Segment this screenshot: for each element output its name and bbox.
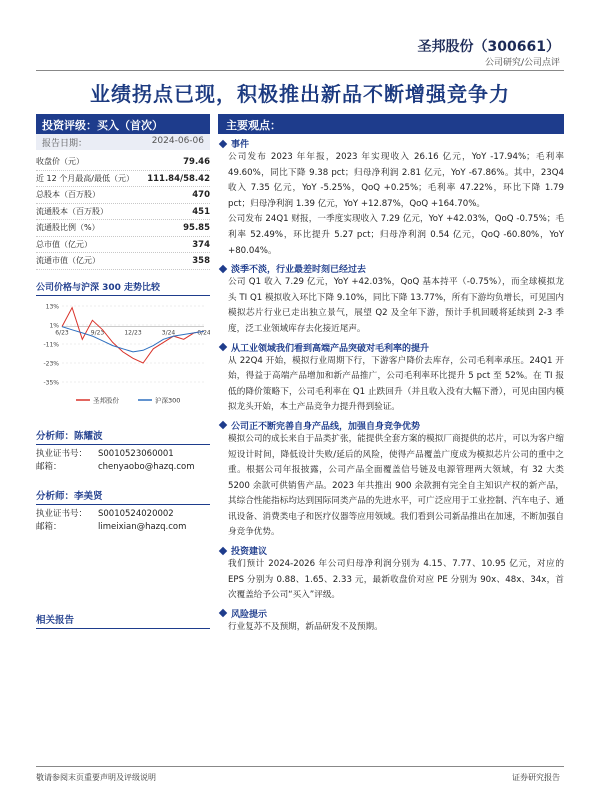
- cert-number: S0010524020002: [98, 508, 174, 519]
- left-column: [36, 114, 210, 534]
- email-label: 邮箱：: [36, 521, 62, 532]
- chart-title: 公司价格与沪深 300 走势比较: [36, 280, 210, 296]
- metric-label: 流通股本（百万股）: [36, 206, 108, 216]
- section-paragraph: 公司发布 2023 年年报，2023 年实现收入 26.16 亿元，YoY -17.94%；毛利率 49.60%，同比下降 9.38 pct；归母净利润 2.81 亿元，YoY -67.86%。其中，23Q4 收入 7.35 亿元，YoY -5.25%，QoQ +0.25%；毛利率 47.22%，环比下降 1.79 pct；归母净利润 1.39 亿元，YoY +12.87%，QoQ +164.70%。: [228, 152, 564, 209]
- report-type: 公司研究/公司点评: [484, 58, 560, 68]
- email-label: 邮箱：: [36, 461, 62, 472]
- report-date: [36, 134, 210, 150]
- metric-value: 111.84/58.42: [147, 173, 210, 184]
- footer-report-type: 证券研究报告: [512, 773, 560, 782]
- section-heading: [218, 544, 564, 557]
- header-rule: [36, 70, 564, 71]
- metric-row: [36, 237, 210, 254]
- metric-label: 近 12 个月最高/最低（元）: [36, 173, 134, 183]
- section-heading-text: 投资建议: [231, 547, 268, 558]
- section-heading: [218, 262, 564, 275]
- metric-row: [36, 171, 210, 188]
- metric-value: 374: [192, 239, 210, 250]
- diamond-bullet-icon: [219, 546, 227, 554]
- cert-label: 执业证书号：: [36, 448, 88, 459]
- metric-value: 451: [192, 206, 210, 217]
- analyst-email: [36, 461, 210, 474]
- section-heading-text: 淡季不淡，行业最差时刻已经过去: [231, 265, 367, 276]
- section-heading-text: 公司正不断完善自身产品线，加强自身竞争优势: [231, 421, 421, 432]
- section-paragraph: 公司发布 24Q1 财报，一季度实现收入 7.29 亿元，YoY +42.03%，QoQ -0.75%；毛利率 52.49%，环比提升 5.27 pct；归母净利润 0.54 亿元，QoQ -60.80%，YoY +80.04%。: [228, 214, 564, 256]
- metric-label: 流通股比例（%）: [36, 223, 100, 232]
- section-heading-text: 从工业领域我们看到高端产品突破对毛利率的提升: [231, 343, 430, 354]
- page-header: [0, 0, 600, 74]
- section-heading-text: 事件: [231, 140, 250, 150]
- x-tick-label: 9/23: [90, 329, 105, 337]
- metric-row: [36, 154, 210, 171]
- diamond-bullet-icon: [219, 343, 227, 351]
- section-heading: [218, 341, 564, 354]
- metric-row: [36, 204, 210, 221]
- metric-value: 95.85: [183, 223, 210, 233]
- y-tick-label: 13%: [45, 303, 59, 310]
- metric-label: 收盘价（元）: [36, 157, 84, 166]
- report-date-value: 2024-06-06: [151, 136, 204, 146]
- main-points: [218, 137, 564, 635]
- report-date-label: 报告日期：: [42, 139, 88, 149]
- metric-row: [36, 253, 210, 270]
- analyst-cert: [36, 508, 210, 521]
- main-points-bar: 主要观点：: [218, 114, 564, 134]
- section-paragraph: 模拟公司的成长来自于品类扩张，能提供全套方案的模拟厂商提供的芯片，可以为客户缩短设计时间，降低设计失败/延后的风险，使得产品覆盖广度成为模拟芯片公司的重中之重。根据公司年报披露，公司产品全面覆盖信号链及电源管理两大领域，有 32 大类 5200 余款可供销售产品。2023 年共推出 900 余款拥有完全自主知识产权的新产品，其综合性能指标均达到国际同类产品的先进水平，可广泛应用于工业控制、汽车电子、通讯设备、消费类电子和医疗仪器等应用领域。我们看到公司新品推出在加速，不断加强自身竞争优势。: [228, 433, 564, 538]
- rating-bar: 投资评级：买入（首次）: [36, 114, 210, 134]
- analyst-name: 分析师：陈耀波: [36, 428, 210, 445]
- section-heading: [218, 137, 564, 150]
- y-tick-label: 1%: [49, 322, 59, 329]
- metric-value: 79.46: [183, 157, 210, 167]
- metric-row: [36, 220, 210, 237]
- cert-number: S0010523060001: [98, 448, 174, 459]
- metric-label: 流通市值（亿元）: [36, 256, 100, 265]
- company-name: 圣邦股份（300661）: [417, 39, 560, 55]
- price-comparison-chart: [36, 300, 210, 410]
- metric-label: 总股本（百万股）: [36, 190, 100, 199]
- x-tick-label: 12/23: [124, 329, 142, 337]
- metric-value: 358: [192, 256, 210, 266]
- x-tick-label: 6/23: [55, 329, 69, 337]
- analyst-block: [36, 488, 210, 534]
- x-tick-label: 3/24: [161, 329, 176, 337]
- y-tick-label: -35%: [43, 379, 59, 386]
- stock-metrics: [36, 154, 210, 270]
- footer-disclaimer: 敬请参阅末页重要声明及评级说明: [36, 773, 156, 782]
- metric-label: 总市值（亿元）: [36, 239, 92, 249]
- analyst-cert: [36, 448, 210, 461]
- analyst-block: [36, 428, 210, 474]
- cert-label: 执业证书号：: [36, 508, 88, 519]
- section-paragraph: 我们预计 2024-2026 年公司归母净利润分别为 4.15、7.77、10.95 亿元，对应的 EPS 分别为 0.88、1.65、2.33 元，最新收盘价对应 PE 分别为 90x、48x、34x，首次覆盖给予公司“买入”评级。: [228, 559, 564, 601]
- section-paragraph: 公司 Q1 收入 7.29 亿元，YoY +42.03%，QoQ 基本持平（-0.75%），而全球模拟龙头 TI Q1 模拟收入环比下降 9.10%，同比下降 13.77%，所有下游均负增长，可见国内模拟芯片行业已走出独立景气，展望 Q2 及全年下游，预计手机回暖将延续到 2-3 季度，泛工业领域库存去化接近尾声。: [228, 277, 564, 334]
- page-title: 业绩拐点已现，积极推出新品不断增强竞争力: [90, 82, 510, 106]
- section-paragraph: 行业复苏不及预期，新品研发不及预期。: [228, 621, 383, 632]
- diamond-bullet-icon: [219, 421, 227, 429]
- section-paragraph: 从 22Q4 开始，模拟行业周期下行，下游客户降价去库存，公司毛利率承压。24Q1 开始，得益于高端产品增加和新产品推广，公司毛利率环比提升 5 pct 至 52%。在 TI 报低的降价策略下，公司毛利率在 Q1 止跌回升（并且收入没有大幅下滑），可见由国内模拟龙头开始，本土产品竞争力提升得到验证。: [228, 355, 564, 413]
- analyst-email: [36, 521, 210, 534]
- diamond-bullet-icon: [219, 609, 227, 617]
- y-tick-label: -23%: [43, 360, 59, 367]
- diamond-bullet-icon: [219, 139, 227, 147]
- right-column: [218, 114, 564, 635]
- email-link[interactable]: limeixian@hazq.com: [98, 521, 187, 532]
- metric-value: 470: [192, 190, 210, 200]
- footer-rule: [36, 766, 564, 767]
- section-heading-text: 风险提示: [231, 609, 268, 620]
- diamond-bullet-icon: [219, 264, 227, 272]
- related-reports-title: 相关报告: [36, 612, 210, 629]
- y-tick-label: -11%: [43, 341, 59, 348]
- legend-label: 沪深300: [155, 396, 181, 404]
- analyst-name: 分析师：李美贤: [36, 488, 210, 505]
- x-tick-label: 6/24: [197, 329, 210, 337]
- section-heading: [218, 419, 564, 432]
- section-heading: [218, 607, 564, 620]
- email-link[interactable]: chenyaobo@hazq.com: [98, 461, 195, 472]
- metric-row: [36, 187, 210, 204]
- legend-label: 圣邦股份: [93, 396, 119, 404]
